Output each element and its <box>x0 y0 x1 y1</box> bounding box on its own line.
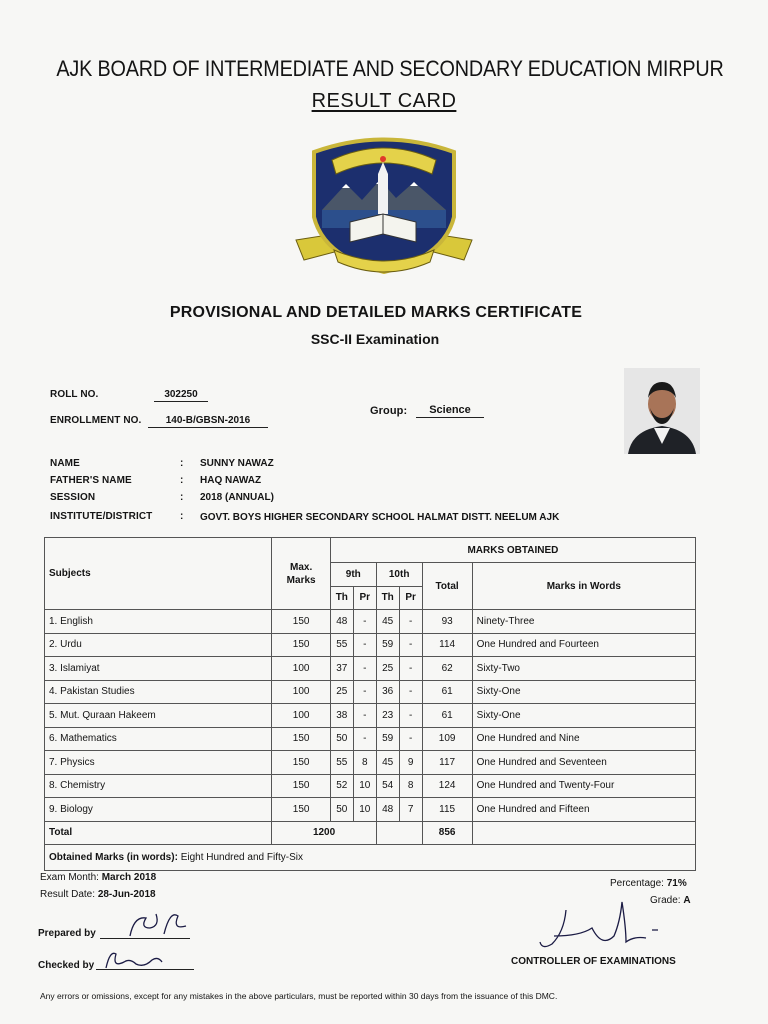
table-row <box>45 798 696 822</box>
th10-cell: 54 <box>376 774 399 798</box>
result-date-value: 28-Jun-2018 <box>97 889 156 900</box>
pr10-cell: - <box>399 657 422 681</box>
certificate-title: PROVISIONAL AND DETAILED MARKS CERTIFICATE <box>169 304 583 321</box>
father-name-value: HAQ NAWAZ <box>200 475 262 486</box>
pr9-cell: 8 <box>353 751 376 775</box>
words-cell: One Hundred and Twenty-Four <box>472 774 695 798</box>
controller-of-examinations: CONTROLLER OF EXAMINATIONS <box>511 956 676 967</box>
pr9-cell: - <box>353 657 376 681</box>
th9-cell: 48 <box>330 610 353 634</box>
grade10-header: 10th <box>376 563 422 587</box>
th10-cell: 48 <box>376 798 399 822</box>
total-cell: 93 <box>422 610 472 634</box>
table-row <box>45 633 696 657</box>
table-row <box>45 774 696 798</box>
institute-colon: : <box>180 511 184 522</box>
board-crest-logo <box>294 122 474 277</box>
th10-cell: 59 <box>376 633 399 657</box>
subjects-header: Subjects <box>45 538 272 610</box>
th10-cell: 45 <box>376 751 399 775</box>
pr9-cell: - <box>353 704 376 728</box>
words-cell: Sixty-Two <box>472 657 695 681</box>
table-row <box>45 704 696 728</box>
total-cell: 124 <box>422 774 472 798</box>
percentage-value: 71% <box>666 878 687 889</box>
total-cell: 109 <box>422 727 472 751</box>
pr9-cell: 10 <box>353 798 376 822</box>
table-row <box>45 657 696 681</box>
group-value: Science <box>416 404 484 418</box>
pr9-cell: - <box>353 727 376 751</box>
prepared-by-label: Prepared by <box>38 928 96 939</box>
roll-no-label: ROLL NO. <box>50 389 99 400</box>
th9-cell: 25 <box>330 680 353 704</box>
institute-label: INSTITUTE/DISTRICT <box>50 511 153 522</box>
th10-cell: 45 <box>376 610 399 634</box>
total-max-marks: 1200 <box>272 821 376 845</box>
max-cell: 100 <box>272 657 330 681</box>
words-cell: Ninety-Three <box>472 610 695 634</box>
th9-cell: 37 <box>330 657 353 681</box>
obtained-words-label: Obtained Marks (in words): <box>49 852 178 863</box>
pr10-cell: - <box>399 610 422 634</box>
max-cell: 100 <box>272 704 330 728</box>
pr10-header: Pr <box>399 586 422 610</box>
checked-by-signature <box>98 946 168 976</box>
th10-cell: 25 <box>376 657 399 681</box>
subject-cell: 6. Mathematics <box>45 727 272 751</box>
words-cell: Sixty-One <box>472 704 695 728</box>
father-name-colon: : <box>180 475 184 486</box>
th10-cell: 36 <box>376 680 399 704</box>
pr9-cell: - <box>353 680 376 704</box>
max-cell: 150 <box>272 751 330 775</box>
father-name-label: FATHER'S NAME <box>50 475 132 486</box>
enrollment-label: ENROLLMENT NO. <box>50 415 142 426</box>
total-cell: 115 <box>422 798 472 822</box>
pr9-cell: 10 <box>353 774 376 798</box>
result-date: Result Date: 28-Jun-2018 <box>40 889 156 900</box>
marks-in-words-header: Marks in Words <box>472 563 695 610</box>
total-cell: 61 <box>422 680 472 704</box>
subject-cell: 4. Pakistan Studies <box>45 680 272 704</box>
name-value: SUNNY NAWAZ <box>200 458 274 469</box>
max-marks-header: Max. Marks <box>272 538 330 610</box>
th9-header: Th <box>330 586 353 610</box>
session-colon: : <box>180 492 184 503</box>
pr9-header: Pr <box>353 586 376 610</box>
pr10-cell: 9 <box>399 751 422 775</box>
exam-month: Exam Month: March 2018 <box>40 872 157 883</box>
pr9-cell: - <box>353 633 376 657</box>
pr10-cell: - <box>399 727 422 751</box>
grade-value: A <box>683 895 691 906</box>
percentage: Percentage: 71% <box>610 878 687 889</box>
subject-cell: 2. Urdu <box>45 633 272 657</box>
subject-cell: 3. Islamiyat <box>45 657 272 681</box>
result-card-heading: RESULT CARD <box>311 90 457 112</box>
pr10-cell: - <box>399 680 422 704</box>
total-cell: 62 <box>422 657 472 681</box>
table-row <box>45 727 696 751</box>
max-cell: 150 <box>272 633 330 657</box>
pr10-cell: 8 <box>399 774 422 798</box>
words-cell: Sixty-One <box>472 680 695 704</box>
subject-cell: 8. Chemistry <box>45 774 272 798</box>
marks-obtained-header: MARKS OBTAINED <box>330 538 695 563</box>
pr10-cell: - <box>399 633 422 657</box>
group-label: Group: <box>370 405 408 417</box>
table-row <box>45 610 696 634</box>
marks-table <box>44 537 696 871</box>
exam-month-value: March 2018 <box>101 872 157 883</box>
subject-cell: 9. Biology <box>45 798 272 822</box>
name-colon: : <box>180 458 184 469</box>
max-cell: 150 <box>272 774 330 798</box>
max-cell: 150 <box>272 610 330 634</box>
th9-cell: 50 <box>330 727 353 751</box>
total-obtained-marks: 856 <box>422 821 472 845</box>
th9-cell: 52 <box>330 774 353 798</box>
pr10-cell: - <box>399 704 422 728</box>
words-cell: One Hundred and Fifteen <box>472 798 695 822</box>
table-row <box>45 680 696 704</box>
th10-cell: 23 <box>376 704 399 728</box>
max-cell: 150 <box>272 727 330 751</box>
controller-signature <box>530 892 670 954</box>
words-row <box>45 845 696 871</box>
total-cell: 117 <box>422 751 472 775</box>
enrollment-value: 140-B/GBSN-2016 <box>148 415 268 428</box>
checked-by-label: Checked by <box>38 960 95 971</box>
roll-no-value: 302250 <box>154 389 208 402</box>
th9-cell: 55 <box>330 751 353 775</box>
max-cell: 100 <box>272 680 330 704</box>
disclaimer-note: Any errors or omissions, except for any mistakes in the above particulars, must be reported within 30 days from the issuance of this DMC. <box>40 991 558 1001</box>
th9-cell: 55 <box>330 633 353 657</box>
th9-cell: 38 <box>330 704 353 728</box>
pr10-cell: 7 <box>399 798 422 822</box>
institute-value: GOVT. BOYS HIGHER SECONDARY SCHOOL HALMAT DISTT. NEELUM AJK <box>200 512 560 523</box>
th10-header: Th <box>376 586 399 610</box>
words-cell: One Hundred and Fourteen <box>472 633 695 657</box>
subject-cell: 1. English <box>45 610 272 634</box>
total-header: Total <box>422 563 472 610</box>
total-cell: 114 <box>422 633 472 657</box>
pr9-cell: - <box>353 610 376 634</box>
total-label: Total <box>45 821 272 845</box>
table-row <box>45 751 696 775</box>
exam-name: SSC-II Examination <box>310 331 440 347</box>
total-cell: 61 <box>422 704 472 728</box>
words-cell: One Hundred and Seventeen <box>472 751 695 775</box>
th9-cell: 50 <box>330 798 353 822</box>
grade: Grade: A <box>650 895 691 906</box>
subject-cell: 5. Mut. Quraan Hakeem <box>45 704 272 728</box>
prepared-by-signature <box>120 906 200 942</box>
candidate-photo <box>624 368 700 454</box>
th10-cell: 59 <box>376 727 399 751</box>
words-cell: One Hundred and Nine <box>472 727 695 751</box>
name-label: NAME <box>50 458 80 469</box>
total-row <box>45 821 696 845</box>
session-value: 2018 (ANNUAL) <box>200 492 274 503</box>
grade9-header: 9th <box>330 563 376 587</box>
session-label: SESSION <box>50 492 96 503</box>
board-title: AJK BOARD OF INTERMEDIATE AND SECONDARY EDUCATION MIRPUR <box>56 56 724 81</box>
subject-cell: 7. Physics <box>45 751 272 775</box>
max-cell: 150 <box>272 798 330 822</box>
obtained-words-value: Eight Hundred and Fifty-Six <box>180 852 303 863</box>
